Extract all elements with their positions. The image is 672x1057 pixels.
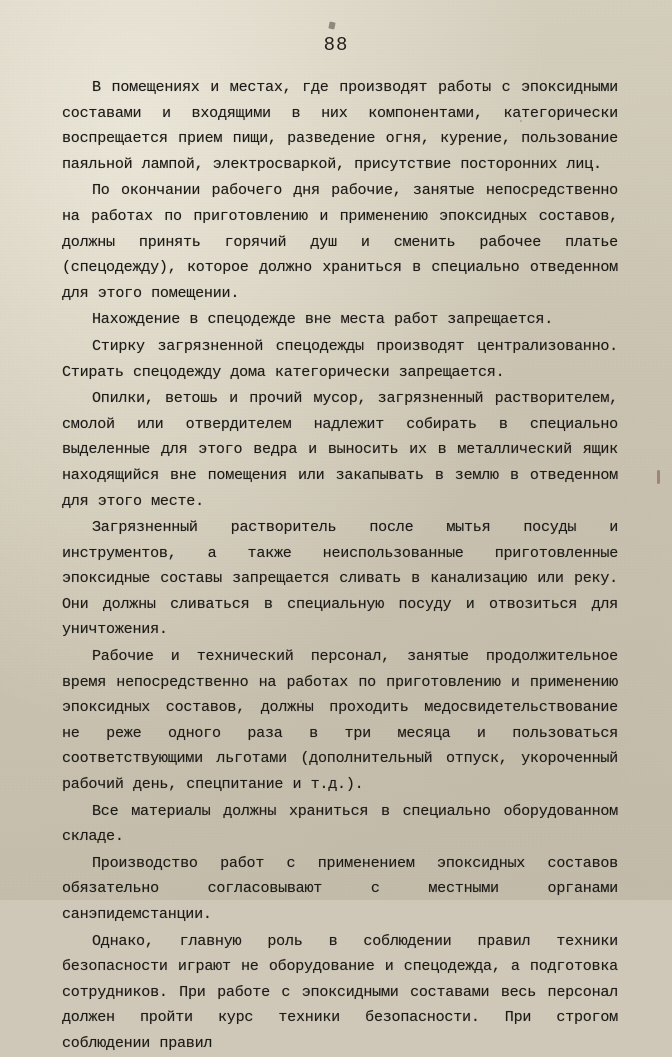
paper-speck	[300, 700, 302, 702]
document-body	[62, 75, 618, 1057]
paragraph: Опилки, ветошь и прочий мусор, загрязненный растворителем, смолой или отвердителем надлежит собирать в специально выделенные для этого ведра и выносить их в металлический ящик находящийся вне помещения или закапывать в землю в отведенном для этого месте.	[62, 389, 618, 510]
paragraph: Стирку загрязненной спецодежды производят централизованно. Стирать спецодежду дома категорически запрещается.	[62, 336, 618, 381]
paragraph: Рабочие и технический персонал, занятые продолжительное время непосредственно на работах по приготовлению и применению эпоксидных составов, должны проходить медосвидетельствование не реже одного раза в три месяца и пользоваться соответствующими льготами (дополнительный отпуск, укороченный рабочий день, спецпитание и т.д.).	[62, 647, 618, 794]
paper-speck	[520, 120, 522, 122]
page-edge-mark	[657, 470, 660, 484]
paragraph: Нахождение в спецодежде вне места работ запрещается.	[92, 310, 554, 329]
paper-speck	[120, 860, 123, 863]
paragraph: Однако, главную роль в соблюдении правил техники безопасности играют не оборудование и спецодежда, а подготовка сотрудников. При работе с эпоксидными составами весь персонал должен пройти курс техники безопасности. При строгом соблюдении правил	[62, 931, 618, 1052]
paragraph: По окончании рабочего дня рабочие, занятые непосредственно на работах по приготовлению и применению эпоксидных составов, должны принять горячий душ и сменить рабочее платье (спецодежду), которое должно храниться в специально отведенном для этого помещении.	[62, 181, 618, 302]
paragraph: В помещениях и местах, где производят работы с эпоксидными составами и входящими в них компонентами, категорически воспрещается прием пищи, разведение огня, курение, пользование паяльной лампой, электросваркой, присутствие посторонних лиц.	[62, 78, 618, 173]
ink-mark	[328, 21, 335, 29]
paragraph: Производство работ с применением эпоксидных составов обязательно согласовывают с местными органами санэпидемстанции.	[62, 853, 618, 923]
page-number: 88	[323, 34, 349, 56]
paragraph: Все материалы должны храниться в специально оборудованном складе.	[62, 801, 618, 846]
paragraph: Загрязненный растворитель после мытья посуды и инструментов, а также неиспользованные приготовленные эпоксидные составы запрещается сливать в канализацию или реку. Они должны сливаться в специальную посуду и отвозиться для уничтожения.	[62, 518, 618, 639]
